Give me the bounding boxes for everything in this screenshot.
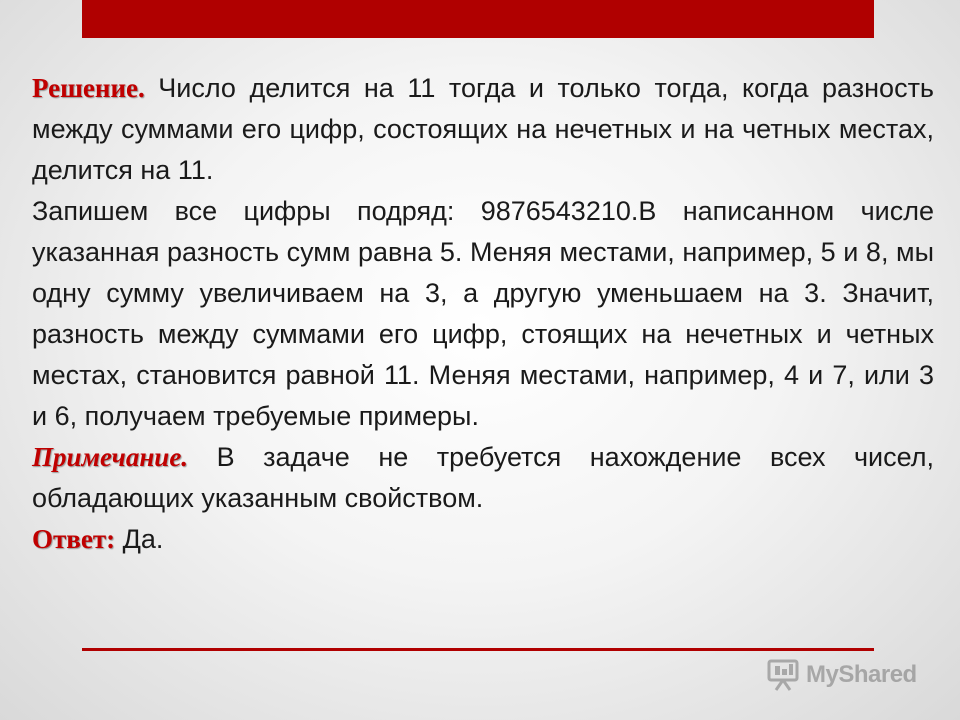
bottom-divider <box>82 648 874 651</box>
solution-label: Решение. <box>32 73 145 103</box>
solution-text: Число делится на 11 тогда и только тогда, когда разность между суммами его цифр, состоящих на нечетных и на четных местах, делится на 11. <box>32 73 934 185</box>
note-paragraph <box>32 437 934 519</box>
explanation-paragraph <box>32 191 934 437</box>
presentation-board-icon <box>766 659 800 691</box>
answer-label: Ответ: <box>32 524 116 554</box>
answer-paragraph <box>32 519 934 560</box>
slide-body <box>32 68 934 560</box>
explanation-text: Запишем все цифры подряд: 9876543210.В написанном числе указанная разность сумм равна 5. Меняя местами, например, 5 и 8, мы одну сумму увеличиваем на 3, а другую уменьшаем на 3. Значит, разность между суммами его цифр, стоящих на нечетных и четных местах, становится равной 11. Меняя местами, например, 4 и 7, или 3 и 6, получаем требуемые примеры. <box>32 196 934 431</box>
note-label: Примечание. <box>32 442 189 472</box>
note-text: В задаче не требуется нахождение всех чисел, обладающих указанным свойством. <box>32 442 934 513</box>
answer-text: Да. <box>115 524 164 554</box>
watermark-text: MyShared <box>806 661 917 688</box>
watermark-logo <box>766 655 917 695</box>
top-accent-bar <box>82 0 874 38</box>
solution-paragraph <box>32 68 934 191</box>
